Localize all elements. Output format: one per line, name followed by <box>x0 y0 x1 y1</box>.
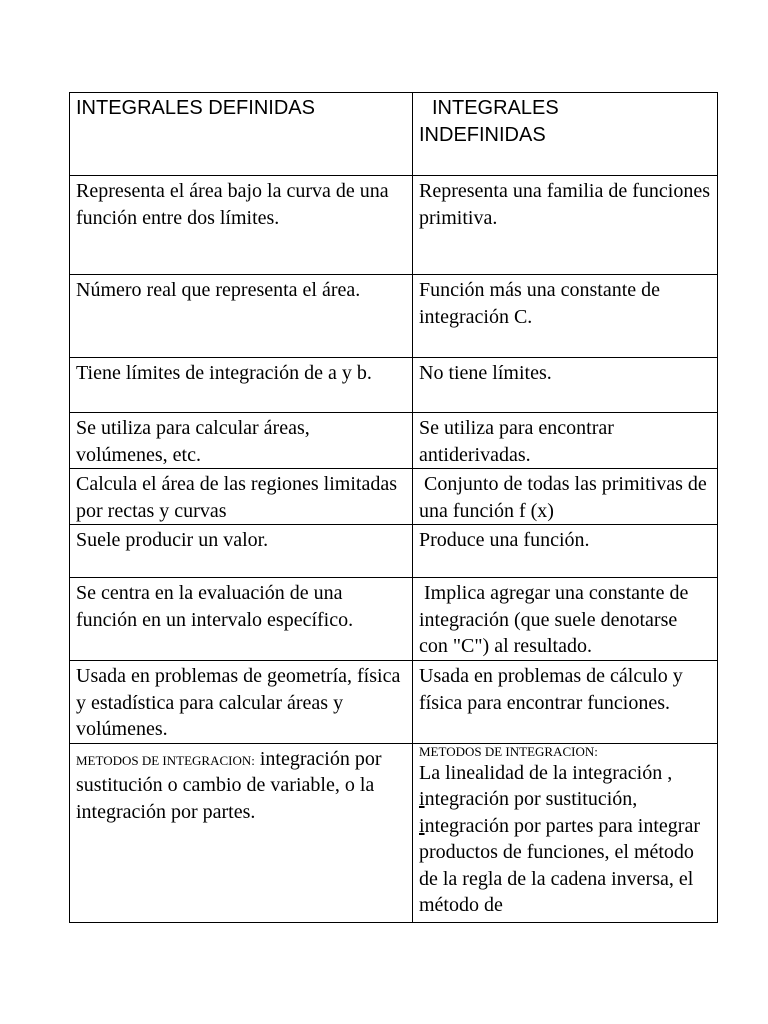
methods-left-cell <box>70 743 413 922</box>
cell-left: Calcula el área de las regiones limitadas por rectas y curvas <box>70 469 413 525</box>
cell-left: Tiene límites de integración de a y b. <box>70 358 413 413</box>
cell-left: Número real que representa el área. <box>70 275 413 358</box>
header-definidas-text: INTEGRALES DEFINIDAS <box>76 97 315 119</box>
header-indefinidas-line1: INTEGRALES <box>432 97 559 119</box>
methods-right-underlined-1: i <box>419 788 425 810</box>
table-row <box>70 358 718 413</box>
cell-right: Implica agregar una constante de integración (que suele denotarse con "C") al resultado. <box>413 578 718 661</box>
table-row <box>70 578 718 661</box>
cell-right: Produce una función. <box>413 525 718 578</box>
cell-left: Suele producir un valor. <box>70 525 413 578</box>
header-indefinidas-line2: INDEFINIDAS <box>419 123 546 146</box>
table-header-row <box>70 93 718 176</box>
cell-right: Función más una constante de integración C. <box>413 275 718 358</box>
cell-right: Conjunto de todas las primitivas de una función f (x) <box>413 469 718 525</box>
methods-right-line1: La linealidad de la integración , <box>419 761 673 784</box>
cell-left: Representa el área bajo la curva de una función entre dos límites. <box>70 176 413 275</box>
methods-right-line3: ntegración por partes para integrar productos de funciones, el método de la regla de la cadena inversa, el método de <box>419 814 700 916</box>
table-row <box>70 661 718 744</box>
cell-left: Se centra en la evaluación de una función en un intervalo específico. <box>70 578 413 661</box>
table-row <box>70 469 718 525</box>
table-row <box>70 413 718 469</box>
cell-left: Usada en problemas de geometría, física y estadística para calcular áreas y volúmenes. <box>70 661 413 744</box>
cell-right: Representa una familia de funciones primitiva. <box>413 176 718 275</box>
cell-right: No tiene límites. <box>413 358 718 413</box>
cell-right: Usada en problemas de cálculo y física para encontrar funciones. <box>413 661 718 744</box>
methods-left-text: integración por sustitución o cambio de variable, o la integración por partes. <box>76 747 387 823</box>
header-indefinidas <box>413 93 718 176</box>
header-definidas <box>70 93 413 176</box>
cell-right: Se utiliza para encontrar antiderivadas. <box>413 413 718 469</box>
methods-right-underlined-2: i <box>419 814 425 837</box>
methods-right-line2: ntegración por sustitución, <box>424 788 638 810</box>
methods-right-label: METODOS DE INTEGRACION: <box>419 743 598 759</box>
methods-row <box>70 743 718 922</box>
table-row <box>70 176 718 275</box>
table-row <box>70 525 718 578</box>
cell-left: Se utiliza para calcular áreas, volúmenes, etc. <box>70 413 413 469</box>
comparison-table <box>69 92 718 923</box>
methods-right-cell <box>413 743 718 922</box>
table-row <box>70 275 718 358</box>
methods-left-label: METODOS DE INTEGRACION: <box>76 752 255 768</box>
